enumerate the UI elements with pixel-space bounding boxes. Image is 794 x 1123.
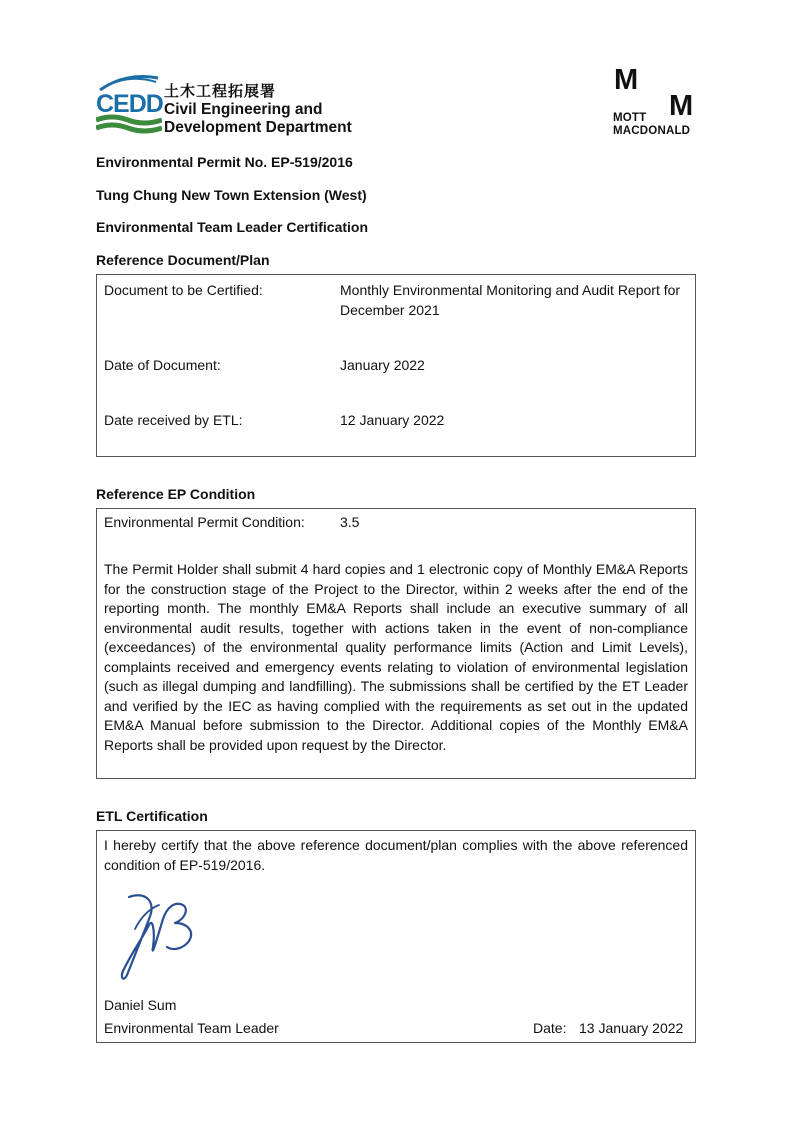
signatory-role: Environmental Team Leader — [104, 1020, 279, 1036]
certification-title: Environmental Team Leader Certification — [96, 219, 369, 235]
mm-logo-m-left: M — [614, 64, 639, 96]
reference-document-heading: Reference Document/Plan — [96, 252, 270, 268]
date-of-document-label: Date of Document: — [104, 357, 221, 373]
cedd-acronym: CEDD — [96, 90, 163, 118]
mott-macdonald-logo — [612, 62, 704, 142]
reference-document-box — [96, 274, 696, 457]
mm-logo-m-right: M — [669, 90, 694, 122]
cedd-chinese-name: 土木工程拓展署 — [164, 82, 277, 100]
mm-logo-word2: MACDONALD — [613, 125, 691, 137]
project-title: Tung Chung New Town Extension (West) — [96, 187, 367, 203]
date-value: 13 January 2022 — [579, 1020, 684, 1036]
document-label: Document to be Certified: — [104, 282, 263, 298]
mm-logo-word1: MOTT — [613, 112, 647, 124]
date-label: Date: — [533, 1020, 567, 1036]
etl-certification-heading: ETL Certification — [96, 808, 208, 824]
cedd-name-line1: Civil Engineering and — [164, 101, 323, 118]
reference-ep-box — [96, 508, 696, 779]
cedd-logo — [96, 70, 366, 136]
date-received-value: 12 January 2022 — [340, 412, 445, 428]
ep-condition-value: 3.5 — [340, 514, 360, 530]
date-of-document-value: January 2022 — [340, 357, 425, 373]
certification-statement: I hereby certify that the above reference document/plan complies with the above referenced condition of EP-519/2016. — [104, 837, 688, 873]
etl-certification-box — [96, 830, 696, 1043]
reference-ep-heading: Reference EP Condition — [96, 486, 256, 502]
cedd-name-line2: Development Department — [164, 119, 352, 136]
signatory-name: Daniel Sum — [104, 997, 177, 1013]
permit-number: Environmental Permit No. EP-519/2016 — [96, 154, 353, 170]
document-value: Monthly Environmental Monitoring and Audit Report for December 2021 — [340, 282, 681, 318]
ep-condition-label: Environmental Permit Condition: — [104, 514, 305, 530]
date-received-label: Date received by ETL: — [104, 412, 243, 428]
signature-icon — [115, 889, 201, 985]
ep-condition-text: The Permit Holder shall submit 4 hard copies and 1 electronic copy of Monthly EM&A Reports for the construction stage of the Project to the Director, within 2 weeks after the end of the reporting month. The monthly EM&A Reports shall include an executive summary of all environmental audit results, together with actions taken in the event of non-compliance (exceedances) of the environmental quality performance limits (Action and Limit Levels), complaints received and emergency events relating to violation of environmental legislation (such as illegal dumping and landfilling). The submissions shall be certified by the ET Leader and verified by the IEC as having complied with the requirements as set out in the updated EM&A Manual before submission to the Director. Additional copies of the Monthly EM&A Reports shall be provided upon request by the Director. — [104, 561, 688, 753]
